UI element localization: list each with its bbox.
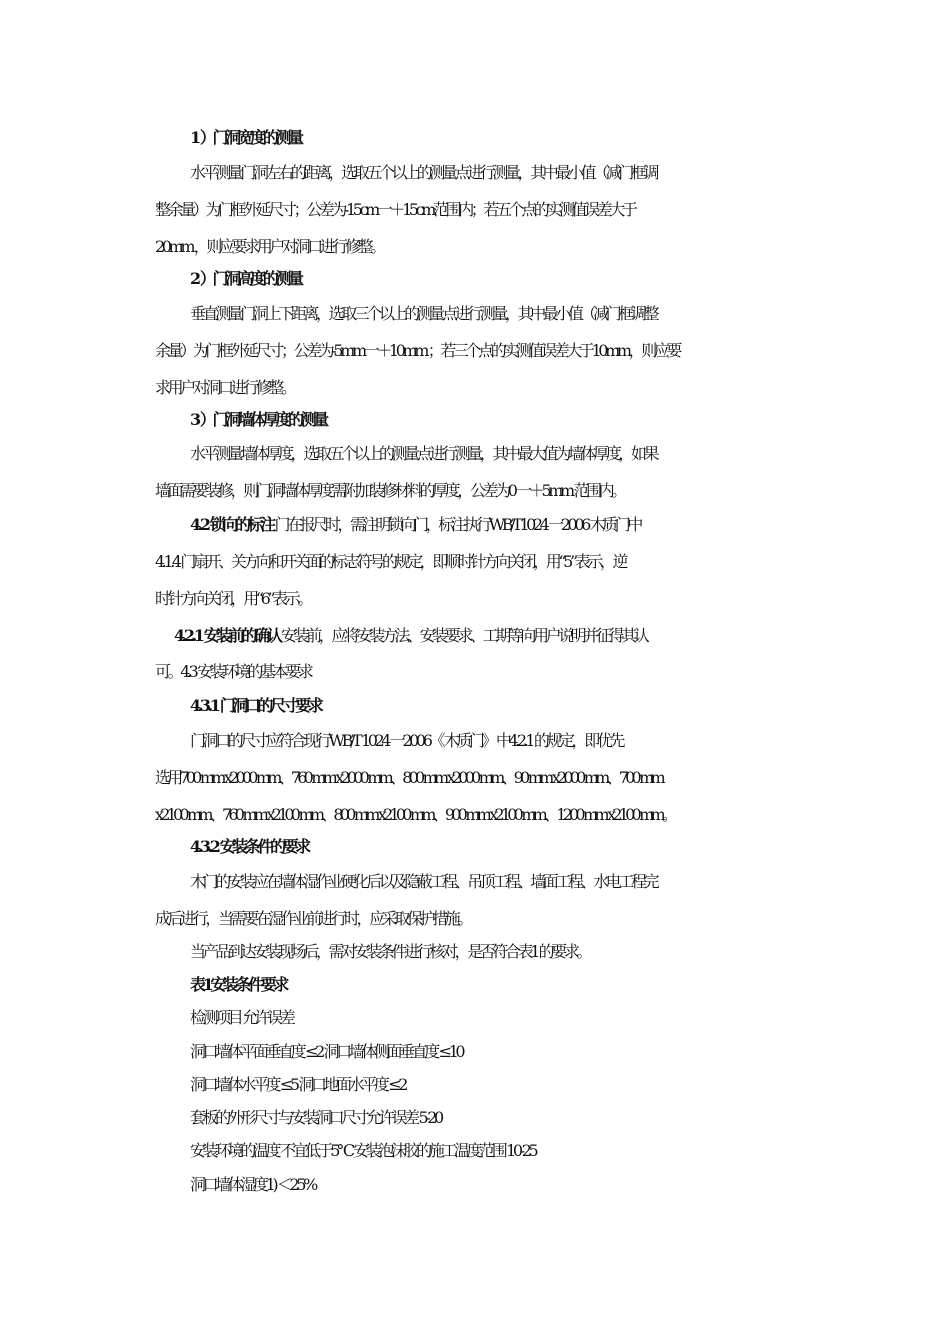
heading-door-height: 2 ）门洞高度的测量 <box>190 269 301 288</box>
section-4-2-1-heading: 4.2.1 安装前的确认 <box>174 626 280 645</box>
section-4-2-line <box>190 515 950 535</box>
paragraph-line: 时针方向关闭，用“6”表示。 <box>155 589 310 608</box>
table-row: 检测项目 允许误差 <box>190 1008 293 1027</box>
paragraph-line: 选用700 mm x2000 mm、760 mm x2000 mm、800 mm x2000 mm、90 mm x2000 mm、700 mm <box>155 768 662 787</box>
section-4-2-heading: 4.2 锁向的标注 <box>190 515 273 534</box>
paragraph-line: 求用户对洞口进行修整。 <box>155 378 294 397</box>
table-row: 洞口墙体平面垂直度 ≤2 洞口墙体侧面垂直度 ≤10 <box>190 1042 463 1061</box>
paragraph-line: 成后进行，当需要在湿作业前进行时，应采取保护措施。 <box>155 909 471 928</box>
paragraph-line: 4.1.4 门扇开、关方向和开关面的标志符号的规定，即顺时针方向关闭，用“5”表示，逆 <box>155 552 626 571</box>
paragraph-line: 木门的安装应在墙体湿作业硬化后以及隐蔽工程、吊顶工程、墙面工程、水电工程完 <box>190 872 657 891</box>
heading-wall-thickness: 3 ）门洞墙体厚度的测量 <box>190 410 326 429</box>
section-4-2-text: 门在报尺时，需注明锁向门，标注执行WB/T1024 一2006 木质门中 <box>272 515 640 534</box>
paragraph-line: 整余量）为门框外延尺寸；公差为-15cm一＋15cm范围内；若五个点的实测值误差大于 <box>155 200 635 219</box>
paragraph-line: 水平测量墙体厚度，选取五个以上的测量点进行测量，其中最大值为墙体厚度，如果 <box>190 444 657 463</box>
paragraph-line: 可。4.3 安装环境的基本要求 <box>155 662 311 681</box>
paragraph-line: 余量）为门框外延尺寸；公差为-5mm一＋10mm ；若三个点的实测值误差大于10mm，则应要 <box>155 341 680 360</box>
heading-4-3-2: 4.3.2 安装条件的要求 <box>190 837 308 856</box>
paragraph-line: 墙面需要装修，则门洞墙体厚度需附加装修材料的厚度，公差为0 一＋5mm 范围内。 <box>155 481 624 500</box>
heading-door-width: 1 ）门洞宽度的测量 <box>190 128 301 147</box>
section-4-2-1-line <box>174 626 950 646</box>
paragraph-line: 20mm ，则应要求用户对洞口进行修整。 <box>155 237 383 256</box>
paragraph-line: 垂直测量门洞上下距离，选取三个以上的测量点进行测量，其中最小值（减门框调整 <box>190 304 657 323</box>
table-row: 安装环境的温度 不宜低于5℃ 安装泡沫胶的施工温度范围 10-25 <box>190 1141 536 1160</box>
paragraph-line: x2100 mm、760 mm x2100 mm、800 mm x2100 mm、900 mm x2100 mm、1200 mm x2100 mm。 <box>155 805 675 824</box>
heading-4-3-1: 4.3.1 门洞口的尺寸要求 <box>190 696 321 715</box>
table-row: 套板的外形尺寸与安装洞口尺寸允许误差 5-20 <box>190 1108 441 1127</box>
section-4-2-1-text: 安装前，应将安装方法、安装要求、工期等向用户说明并征得其认 <box>279 626 647 645</box>
paragraph-line: 门洞口的尺寸应符合现行WB/T 1024 一2006《 木质门》 中4.2.1 的规定，即优先 <box>190 731 623 750</box>
table-row: 洞口墙体湿度1) ＜25% <box>190 1175 315 1194</box>
paragraph-line: 水平测量门洞左右的距离，选取五个以上的测量点进行测量，其中最小值（减门框调 <box>190 163 657 182</box>
table-title: 表1安装条件要求 <box>190 975 286 994</box>
table-row: 洞口墙体水平度 ≤5 洞口地面水平度 ≤2 <box>190 1075 406 1094</box>
paragraph-line: 当产品到达安装现场后，需对安装条件进行核对，是否符合表1 的要求。 <box>190 942 590 961</box>
